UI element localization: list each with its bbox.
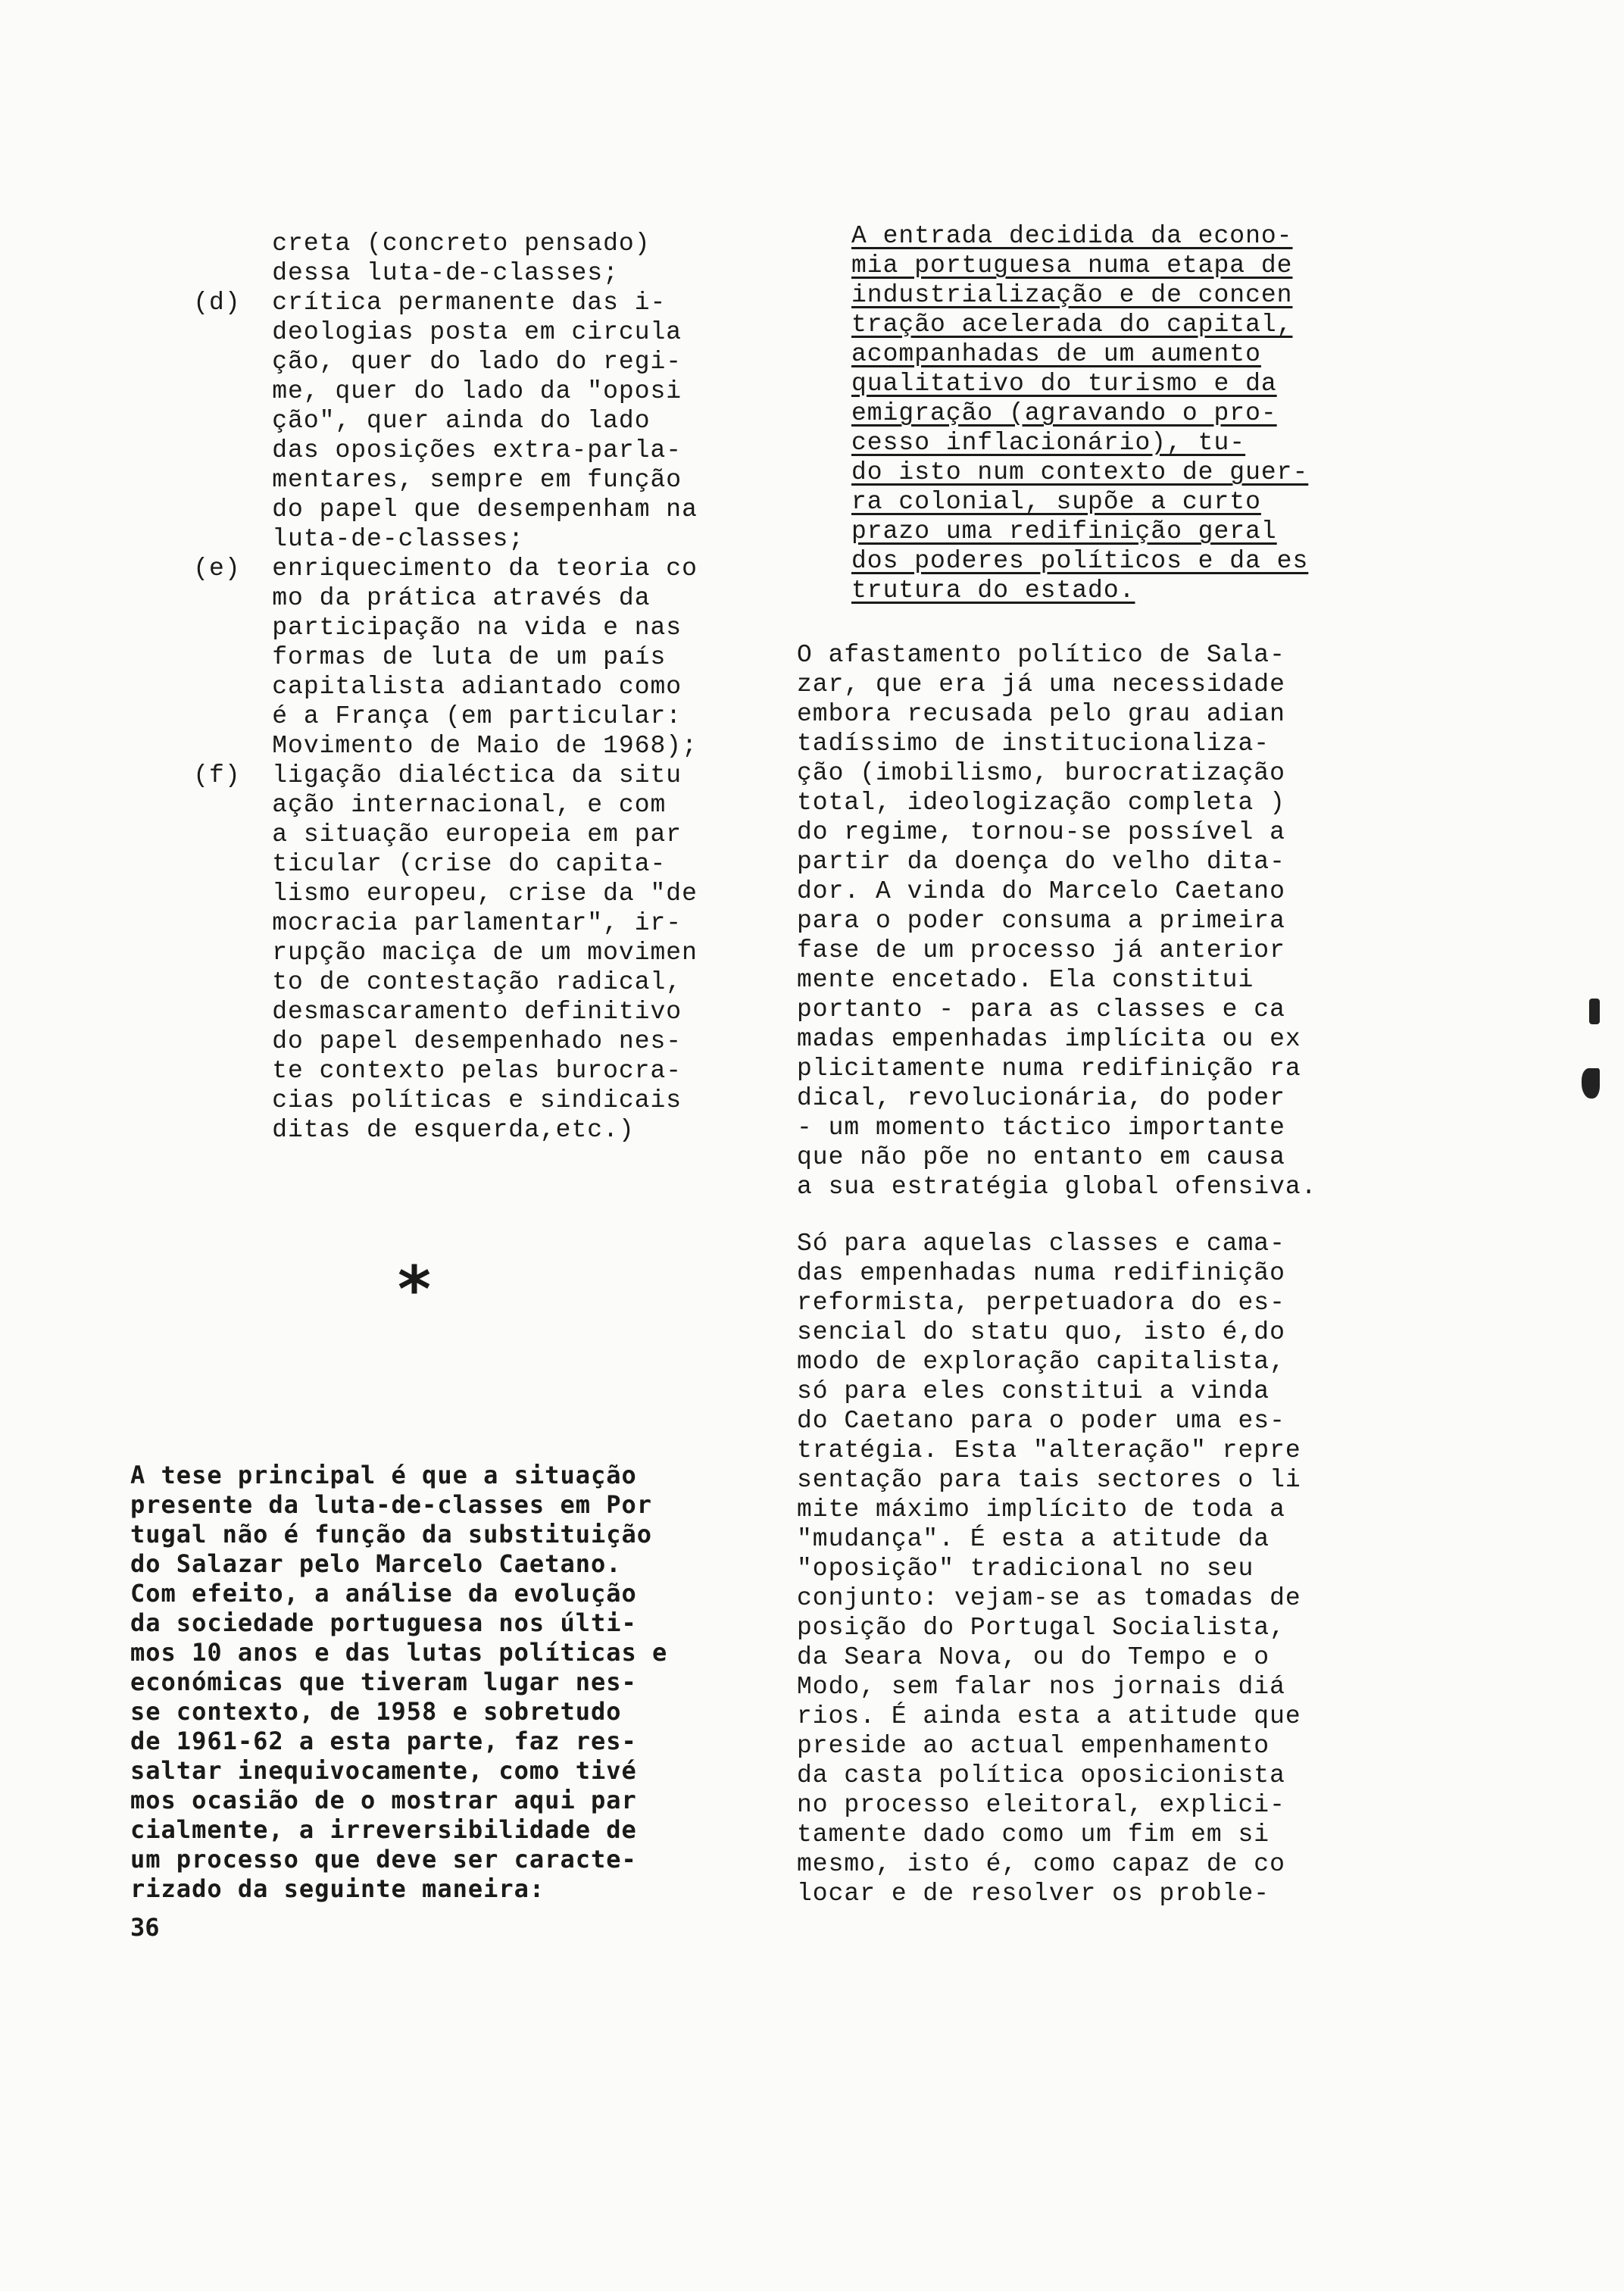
text-line: sentação para tais sectores o li: [797, 1466, 1301, 1494]
text-line: a sua estratégia global ofensiva.: [797, 1173, 1317, 1201]
text-line: fase de um processo já anterior: [797, 936, 1285, 964]
text-line: "oposição" tradicional no seu: [797, 1555, 1254, 1583]
text-line: dical, revolucionária, do poder: [797, 1084, 1285, 1112]
text-line: um processo que deve ser caracte-: [130, 1845, 637, 1874]
text-line: mocracia parlamentar", ir-: [130, 909, 682, 937]
text-line: mos ocasião de o mostrar aqui par: [130, 1786, 637, 1814]
text-line: tadíssimo de institucionaliza-: [797, 730, 1270, 758]
margin-ink-mark: [1582, 1068, 1600, 1099]
text-line: tração acelerada do capital,: [851, 311, 1293, 339]
text-line: desmascaramento definitivo: [130, 998, 682, 1026]
underlined-paragraph: [851, 221, 1308, 605]
text-line: emigração (agravando o pro-: [851, 399, 1277, 427]
text-line: dos poderes políticos e da es: [851, 547, 1309, 575]
text-line: (f) ligação dialéctica da situ: [130, 761, 682, 789]
text-line: (e) enriquecimento da teoria co: [130, 555, 698, 583]
text-line: dessa luta-de-classes;: [130, 259, 619, 287]
text-line: locar e de resolver os proble-: [797, 1880, 1270, 1908]
text-line: Com efeito, a análise da evolução: [130, 1579, 637, 1608]
text-line: mo da prática através da: [130, 584, 651, 612]
text-line: (d) crítica permanente das i-: [130, 289, 667, 317]
list-continuation: [130, 229, 698, 1145]
text-line: O afastamento político de Sala-: [797, 641, 1285, 669]
margin-ink-mark: [1589, 999, 1600, 1024]
text-line: plicitamente numa redifinição ra: [797, 1055, 1301, 1083]
paragraph-reformist: [797, 1229, 1301, 1908]
text-line: saltar inequivocamente, como tivé: [130, 1756, 637, 1785]
text-line: mite máximo implícito de toda a: [797, 1496, 1285, 1524]
text-line: ação internacional, e com: [130, 791, 667, 819]
text-line: Movimento de Maio de 1968);: [130, 732, 698, 760]
text-line: a situação europeia em par: [130, 820, 682, 849]
text-line: "mudança". É esta a atitude da: [797, 1525, 1270, 1553]
text-line: zar, que era já uma necessidade: [797, 670, 1285, 699]
thesis-paragraph: [130, 1461, 667, 1904]
text-line: me, quer do lado da "oposi: [130, 377, 682, 405]
text-line: partir da doença do velho dita-: [797, 848, 1285, 876]
text-line: rizado da seguinte maneira:: [130, 1874, 545, 1903]
text-line: das empenhadas numa redifinição: [797, 1259, 1285, 1287]
text-line: ção (imobilismo, burocratização: [797, 759, 1285, 787]
text-line: - um momento táctico importante: [797, 1114, 1285, 1142]
text-line: Só para aquelas classes e cama-: [797, 1230, 1285, 1258]
text-line: ção, quer do lado do regi-: [130, 348, 682, 376]
text-line: mente encetado. Ela constitui: [797, 966, 1254, 994]
text-line: presente da luta-de-classes em Por: [130, 1490, 653, 1519]
text-line: se contexto, de 1958 e sobretudo: [130, 1697, 622, 1726]
text-line: rupção maciça de um movimen: [130, 939, 698, 967]
text-line: creta (concreto pensado): [130, 230, 651, 258]
text-line: sencial do statu quo, isto é,do: [797, 1318, 1285, 1346]
text-line: ticular (crise do capita-: [130, 850, 667, 878]
text-line: tamente dado como um fim em si: [797, 1821, 1270, 1849]
text-line: capitalista adiantado como: [130, 673, 682, 701]
text-line: do Salazar pelo Marcelo Caetano.: [130, 1549, 622, 1578]
text-line: económicas que tiveram lugar nes-: [130, 1667, 637, 1696]
text-line: só para eles constitui a vinda: [797, 1377, 1270, 1405]
text-line: da casta política oposicionista: [797, 1761, 1285, 1789]
text-line: conjunto: vejam-se as tomadas de: [797, 1584, 1301, 1612]
text-line: acompanhadas de um aumento: [851, 340, 1261, 368]
text-line: da sociedade portuguesa nos últi-: [130, 1608, 637, 1637]
text-line: cesso inflacionário), tu-: [851, 429, 1246, 457]
text-line: deologias posta em circula: [130, 318, 682, 346]
text-line: prazo uma redifinição geral: [851, 517, 1277, 545]
text-line: madas empenhadas implícita ou ex: [797, 1025, 1301, 1053]
text-line: luta-de-classes;: [130, 525, 525, 553]
text-line: reformista, perpetuadora do es-: [797, 1289, 1285, 1317]
text-line: embora recusada pelo grau adian: [797, 700, 1285, 728]
text-line: mos 10 anos e das lutas políticas e: [130, 1638, 668, 1667]
text-line: portanto - para as classes e ca: [797, 995, 1285, 1024]
text-line: do isto num contexto de guer-: [851, 458, 1309, 486]
text-line: cialmente, a irreversibilidade de: [130, 1815, 637, 1844]
text-line: do papel desempenhado nes-: [130, 1027, 682, 1055]
text-line: no processo eleitoral, explici-: [797, 1791, 1285, 1819]
text-line: formas de luta de um país: [130, 643, 667, 671]
text-line: é a França (em particular:: [130, 702, 682, 730]
text-line: preside ao actual empenhamento: [797, 1732, 1270, 1760]
page-number: 36: [130, 1913, 160, 1942]
text-line: posição do Portugal Socialista,: [797, 1614, 1285, 1642]
text-line: do regime, tornou-se possível a: [797, 818, 1285, 846]
text-line: ra colonial, supõe a curto: [851, 488, 1261, 516]
text-line: total, ideologização completa ): [797, 789, 1285, 817]
paragraph-salazar: [797, 640, 1317, 1202]
text-line: do Caetano para o poder uma es-: [797, 1407, 1285, 1435]
text-line: mia portuguesa numa etapa de: [851, 252, 1293, 280]
text-line: da Seara Nova, ou do Tempo e o: [797, 1643, 1270, 1671]
section-separator-asterisk: *: [398, 1252, 431, 1327]
text-line: A tese principal é que a situação: [130, 1461, 637, 1489]
text-line: de 1961-62 a esta parte, faz res-: [130, 1727, 637, 1755]
text-line: das oposições extra-parla-: [130, 436, 682, 464]
text-line: mentares, sempre em função: [130, 466, 682, 494]
text-line: lismo europeu, crise da "de: [130, 880, 698, 908]
text-line: Modo, sem falar nos jornais diá: [797, 1673, 1285, 1701]
text-line: para o poder consuma a primeira: [797, 907, 1285, 935]
text-line: tugal não é função da substituição: [130, 1520, 653, 1549]
text-line: tratégia. Esta "alteração" repre: [797, 1436, 1301, 1464]
text-line: industrialização e de concen: [851, 281, 1293, 309]
text-line: cias políticas e sindicais: [130, 1086, 682, 1114]
text-line: do papel que desempenham na: [130, 495, 698, 524]
text-line: ção", quer ainda do lado: [130, 407, 651, 435]
text-line: ditas de esquerda,etc.): [130, 1116, 635, 1144]
text-line: modo de exploração capitalista,: [797, 1348, 1285, 1376]
text-line: participação na vida e nas: [130, 614, 682, 642]
text-line: A entrada decidida da econo-: [851, 222, 1293, 250]
text-line: dor. A vinda do Marcelo Caetano: [797, 877, 1285, 905]
text-line: rios. É ainda esta a atitude que: [797, 1702, 1301, 1730]
text-line: to de contestação radical,: [130, 968, 682, 996]
text-line: que não põe no entanto em causa: [797, 1143, 1285, 1171]
text-line: qualitativo do turismo e da: [851, 370, 1277, 398]
text-line: mesmo, isto é, como capaz de co: [797, 1850, 1285, 1878]
text-line: te contexto pelas burocra-: [130, 1057, 682, 1085]
text-line: trutura do estado.: [851, 577, 1135, 605]
